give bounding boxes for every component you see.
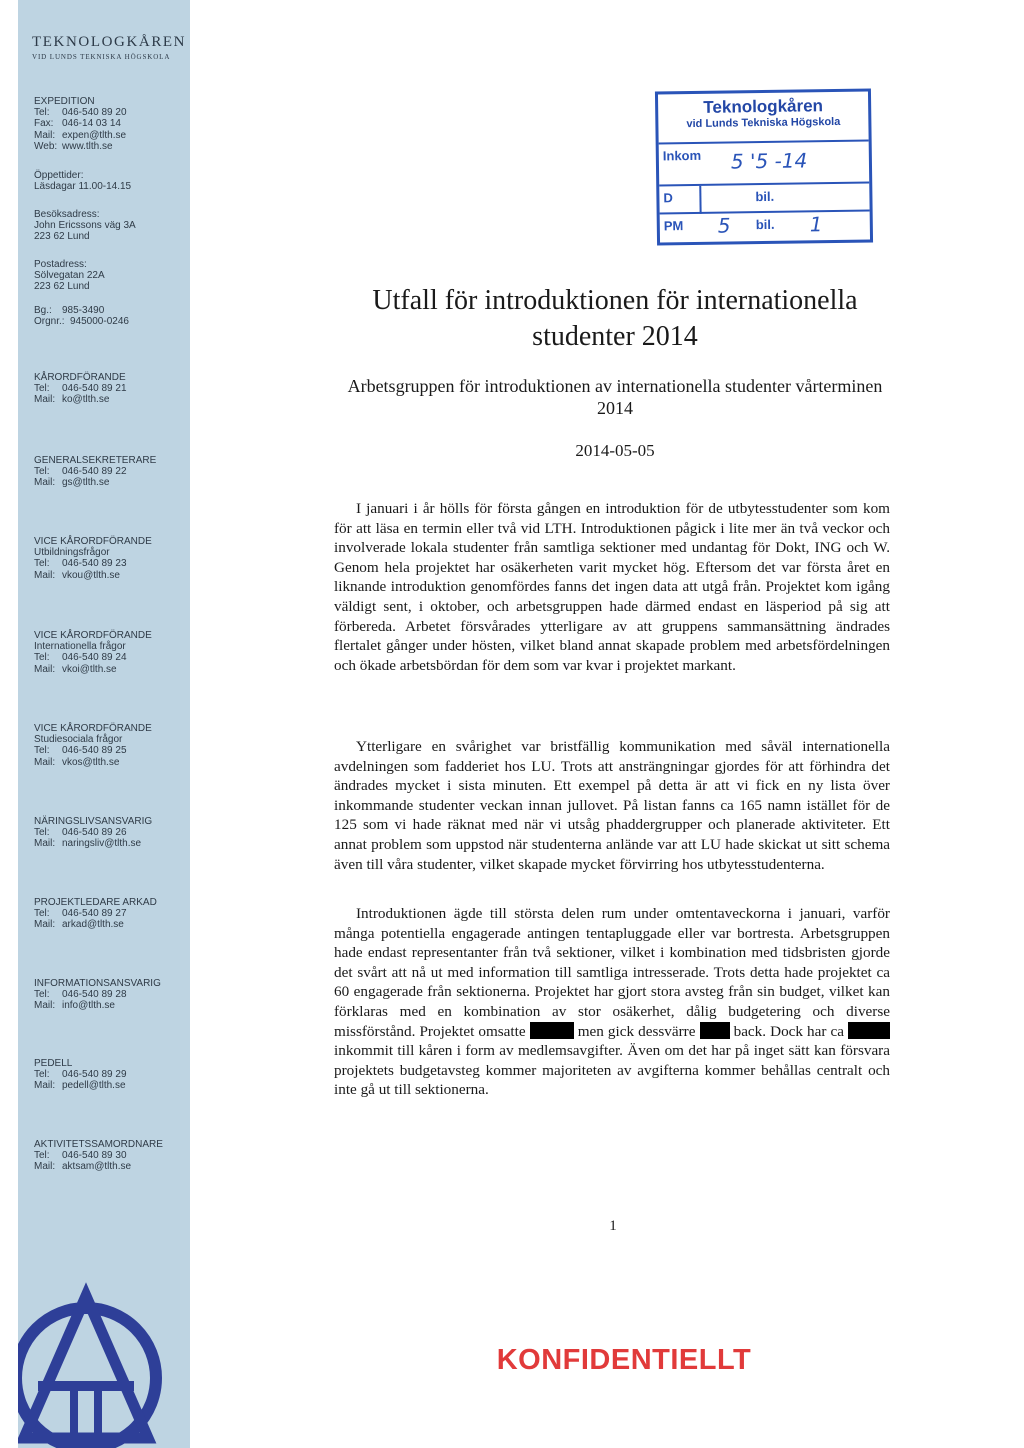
label: Tel: xyxy=(34,989,50,1001)
redaction-box xyxy=(700,1022,730,1039)
expedition-block xyxy=(34,96,190,152)
contact-block xyxy=(34,978,190,1012)
stamp-handwritten-date: 5 '5 -14 xyxy=(730,148,808,174)
paragraph-3-part: inkommit till kåren i form av medlemsavgifter. Även om det har på inget sätt kan försvara projektets budgetavsteg kommer majoriteten av avgifterna kommer behållas centralt och inte gå ut till sektionerna. xyxy=(334,1042,890,1099)
contact-phone: 046-540 89 22 xyxy=(62,466,127,478)
contact-subheading: Studiesociala frågor xyxy=(34,734,123,746)
contact-mail: arkad@tlth.se xyxy=(62,919,124,931)
visit-line: John Ericssons väg 3A xyxy=(34,220,136,232)
org-subname: VID LUNDS TEKNISKA HÖGSKOLA xyxy=(32,53,171,61)
contact-subheading: Utbildningsfrågor xyxy=(34,547,110,559)
expedition-heading: EXPEDITION xyxy=(34,96,95,107)
contact-block xyxy=(34,816,190,850)
letterhead-sidebar xyxy=(18,0,190,1448)
stamp-org-line: Teknologkåren xyxy=(703,96,824,117)
stamp-label: D xyxy=(663,190,673,206)
visit-address-block xyxy=(34,209,190,243)
stamp-handwritten-value: 5 xyxy=(717,213,731,238)
contact-phone: 046-540 89 29 xyxy=(62,1069,127,1081)
stamp-row-inkom xyxy=(659,140,870,185)
contact-mail: vkou@tlth.se xyxy=(62,569,120,581)
label: Mail: xyxy=(34,1000,56,1012)
redaction-box xyxy=(848,1022,890,1039)
expedition-fax: 046-14 03 14 xyxy=(62,118,121,130)
stamp-row-pm xyxy=(660,210,870,241)
stamp-label: PM xyxy=(663,218,684,234)
contact-mail: naringsliv@tlth.se xyxy=(62,838,142,850)
label: Mail: xyxy=(34,663,56,675)
redaction-box xyxy=(530,1022,574,1039)
received-stamp xyxy=(655,88,873,245)
stamp-org xyxy=(668,96,858,132)
org-brand xyxy=(32,34,190,61)
contact-block xyxy=(34,536,190,581)
label: Mail: xyxy=(34,756,56,768)
stamp-label: bil. xyxy=(755,188,775,205)
contact-mail: vkos@tlth.se xyxy=(62,756,120,768)
hours-heading: Öppettider: xyxy=(34,170,84,181)
contact-heading: PEDELL xyxy=(34,1058,73,1069)
contact-block xyxy=(34,372,190,406)
paragraph-3 xyxy=(334,904,890,1100)
contact-block xyxy=(34,723,190,768)
label: Mail: xyxy=(34,569,56,581)
contact-block xyxy=(34,1058,190,1092)
paragraph-3-part: back. Dock har ca xyxy=(733,1022,844,1040)
postal-line: Sölvegatan 22A xyxy=(34,270,105,282)
contact-phone: 046-540 89 28 xyxy=(62,989,127,1001)
label: Tel: xyxy=(34,383,50,395)
paragraph-1: I januari i år hölls för första gången en introduktion för de utbytesstudenter som kom för att läsa en termin eller två vid LTH. Introduktionen pågick i lite mer än två veckor och involverade lokala studenter från samtliga sektioner med undantag för Dokt, ING och W. Genom hela projektet har osäkerheten varit mycket hög. Eftersom det var första året en liknande introduktion genomfördes fanns det ingen data att utgå från. Projektet kom igång väldigt sent, i oktober, och arbetsgruppen hade därmed endast en läsperiod på sig att förbereda. Arbetet försvårades ytterligare av att gruppens sammansättning ändrades flertalet gånger under hösten, vilket bland annat skapade problem med arbetsfördelningen och ökade arbetsbördan för dem som var kvar i projektet markant. xyxy=(334,500,890,674)
label: Tel: xyxy=(34,652,50,664)
label: Tel: xyxy=(34,1150,50,1162)
postal-address-block xyxy=(34,259,190,293)
label: Mail: xyxy=(34,1161,56,1173)
document-subtitle: Arbetsgruppen för introduktionen av internationella studenter vårterminen 2014 xyxy=(347,376,883,418)
contact-mail: gs@tlth.se xyxy=(62,477,110,489)
contact-heading: VICE KÅRORDFÖRANDE xyxy=(34,723,152,734)
postal-heading: Postadress: xyxy=(34,259,87,270)
stamp-label: bil. xyxy=(755,216,775,233)
label: Tel: xyxy=(34,1069,50,1081)
label: Mail: xyxy=(34,838,56,850)
contact-heading: VICE KÅRORDFÖRANDE xyxy=(34,630,152,641)
label: Mail: xyxy=(34,394,56,406)
contact-phone: 046-540 89 25 xyxy=(62,745,127,757)
label: Tel: xyxy=(34,107,50,119)
contact-heading: INFORMATIONSANSVARIG xyxy=(34,978,161,989)
confidential-stamp: KONFIDENTIELLT xyxy=(496,1344,752,1376)
bankgiro: 985-3490 xyxy=(62,305,105,316)
contact-phone: 046-540 89 26 xyxy=(62,827,127,839)
label: Web: xyxy=(34,140,58,152)
registration-block xyxy=(34,305,190,327)
contact-block xyxy=(34,455,190,489)
org-number: 945000-0246 xyxy=(70,316,129,328)
label: Mail: xyxy=(34,477,56,489)
visit-heading: Besöksadress: xyxy=(34,209,100,220)
stamp-handwritten-value: 1 xyxy=(809,212,823,237)
contact-mail: info@tlth.se xyxy=(62,1000,115,1012)
hours-value: Läsdagar 11.00-14.15 xyxy=(34,181,132,193)
contact-block xyxy=(34,630,190,675)
contact-phone: 046-540 89 27 xyxy=(62,908,127,920)
label: Tel: xyxy=(34,558,50,570)
contact-subheading: Internationella frågor xyxy=(34,641,126,653)
visit-line: 223 62 Lund xyxy=(34,231,90,243)
label: Bg.: xyxy=(34,305,52,316)
contact-mail: pedell@tlth.se xyxy=(62,1080,126,1092)
paragraph-3-part: Introduktionen ägde till största delen rum under omtentaveckorna i januari, varför många potentiella engagerade antingen tentapluggade eller var bortresta. Arbetsgruppen hade endast representanter från två sektioner, vilket i kombination med tidsbristen gjorde det svårt att nå ut med information till samtliga intresserade. Trots detta hade projektet ca 60 engagerade från sektionerna. Projektet har gjort stora avsteg från sin budget, vilket kan förklaras med en kombination av stor osäkerhet, dålig budgetering och diverse missförstånd. Projektet omsatte xyxy=(334,905,890,1040)
label: Mail: xyxy=(34,1080,56,1092)
hours-block xyxy=(34,170,190,192)
label: Mail: xyxy=(34,129,56,141)
contact-phone: 046-540 89 30 xyxy=(62,1150,127,1162)
contact-heading: GENERALSEKRETERARE xyxy=(34,455,157,466)
label: Tel: xyxy=(34,827,50,839)
label: Tel: xyxy=(34,908,50,920)
contact-phone: 046-540 89 21 xyxy=(62,383,127,395)
expedition-phone: 046-540 89 20 xyxy=(62,107,127,119)
contact-heading: AKTIVITETSSAMORDNARE xyxy=(34,1139,163,1150)
page-number: 1 xyxy=(609,1218,617,1234)
document-date: 2014-05-05 xyxy=(575,441,655,460)
contact-heading: VICE KÅRORDFÖRANDE xyxy=(34,536,152,547)
expedition-mail: expen@tlth.se xyxy=(62,129,127,141)
label: Mail: xyxy=(34,919,56,931)
paragraph-2: Ytterligare en svårighet var bristfällig kommunikation med såväl internationella avdelningen som fadderiet hos LU. Trots att ansträngningar gjordes för att förhindra det ändrades mycket i sista minuten. Ett exempel på detta är att vi fick en ny lista över inkommande studenter veckan innan jullovet. På listan fanns ca 165 namn istället för de 125 som vi hade räknat med när vi utsåg phaddergrupper och planerade aktiviteter. Ett annat problem som uppstod när studenterna anlände var att LU hade skickat ut sitt schema även till våra studenter, vilket skapade mycket förvirring hos utbytesstudenterna. xyxy=(334,738,890,873)
org-name: TEKNOLOGKÅREN xyxy=(32,34,187,50)
org-logo-icon xyxy=(18,1268,190,1448)
contact-heading: PROJEKTLEDARE ARKAD xyxy=(34,897,157,908)
stamp-divider xyxy=(699,186,701,214)
contact-phone: 046-540 89 23 xyxy=(62,558,127,570)
contact-mail: vkoi@tlth.se xyxy=(62,663,117,675)
document-title: Utfall för introduktionen för internationella studenter 2014 xyxy=(372,285,858,352)
label: Tel: xyxy=(34,745,50,757)
contact-block xyxy=(34,1139,190,1173)
expedition-web: www.tlth.se xyxy=(62,140,113,152)
postal-line: 223 62 Lund xyxy=(34,281,90,293)
contact-heading: KÅRORDFÖRANDE xyxy=(34,372,126,383)
label: Tel: xyxy=(34,466,50,478)
contact-phone: 046-540 89 24 xyxy=(62,652,127,664)
contact-block xyxy=(34,897,190,931)
label: Fax: xyxy=(34,118,54,130)
contact-mail: aktsam@tlth.se xyxy=(62,1161,132,1173)
label: Orgnr.: xyxy=(34,316,65,328)
stamp-label: Inkom xyxy=(662,147,702,164)
contact-heading: NÄRINGSLIVSANSVARIG xyxy=(34,816,153,827)
contact-mail: ko@tlth.se xyxy=(62,394,110,406)
paragraph-3-part: men gick dessvärre xyxy=(577,1022,696,1040)
stamp-org-line: vid Lunds Tekniska Högskola xyxy=(686,115,841,131)
